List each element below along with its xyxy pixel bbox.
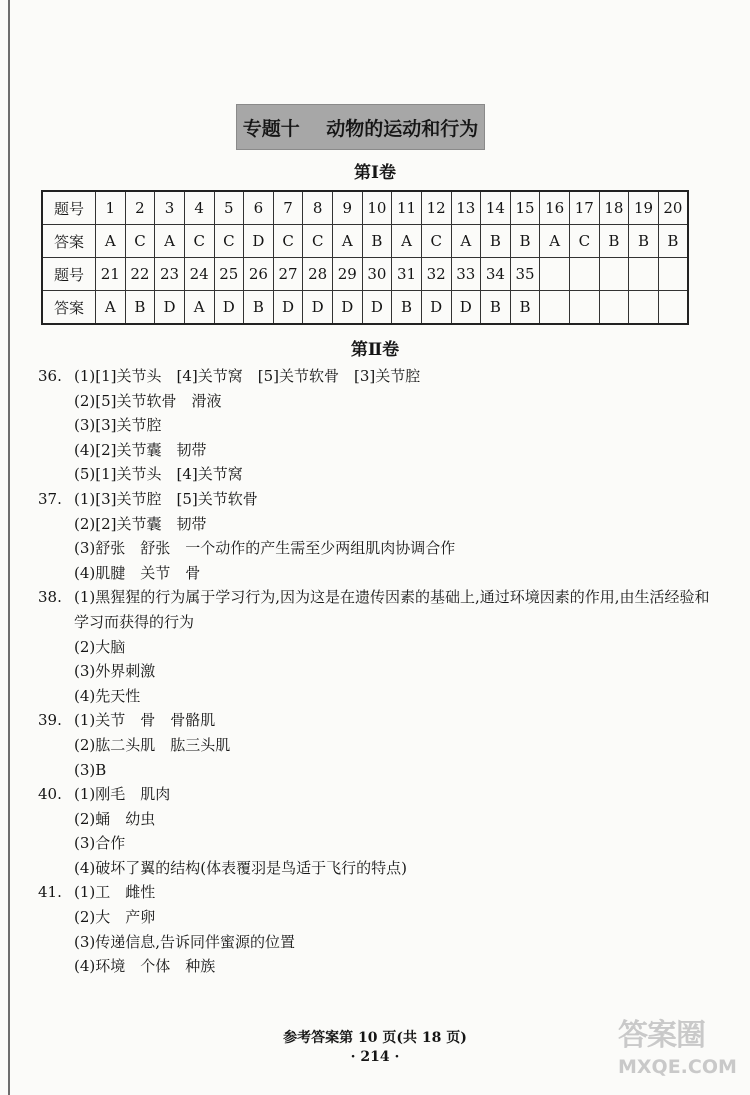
answer-cell: D (333, 291, 363, 325)
question-label-cell: 题号 (42, 191, 96, 225)
question-number-cell: 6 (244, 191, 274, 225)
answer-line (74, 659, 714, 684)
answer-text: (3)外界刺激 (74, 662, 156, 681)
question-number-cell: 20 (658, 191, 688, 225)
answer-line (74, 462, 714, 487)
answer-text: (4)[2]关节囊 韧带 (74, 440, 207, 459)
question-number-cell: 15 (510, 191, 540, 225)
answer-line (74, 389, 714, 414)
question-number-cell: 30 (362, 258, 392, 291)
answer-cell: C (184, 225, 214, 258)
answer-text: (2)大 产卵 (74, 908, 156, 927)
answer-text: (3)传递信息,告诉同伴蜜源的位置 (74, 932, 296, 951)
answer-cell (629, 291, 659, 325)
answer-text: (2)肱二头肌 肱三头肌 (74, 735, 231, 754)
answer-text: (1)[3]关节腔 [5]关节软骨 (74, 489, 258, 508)
answer-cell: A (155, 225, 185, 258)
question-number-cell: 16 (540, 191, 570, 225)
answer-line (74, 733, 714, 758)
question-number: 41. (38, 883, 62, 902)
answer-line (74, 536, 714, 561)
question-number-cell (570, 258, 600, 291)
topic-header (236, 104, 485, 150)
watermark-logo-text: 答案圈 (618, 1018, 705, 1053)
question-number-cell: 32 (421, 258, 451, 291)
question-number: 37. (38, 489, 62, 508)
answer-line (74, 831, 714, 856)
answer-text: (3)B (74, 760, 107, 779)
answer-text: (2)[5]关节软骨 滑液 (74, 391, 222, 410)
answer-line (74, 905, 714, 930)
question-number-cell: 9 (333, 191, 363, 225)
question-number-cell: 19 (629, 191, 659, 225)
topic-title: 动物的运动和行为 (326, 117, 479, 140)
answer-cell: D (421, 291, 451, 325)
answer-cell: B (481, 291, 511, 325)
answer-cell: B (362, 225, 392, 258)
question-number: 39. (38, 711, 62, 730)
question-number-cell: 25 (214, 258, 244, 291)
answer-text: (2)蛹 幼虫 (74, 809, 156, 828)
answer-cell: A (540, 225, 570, 258)
question-number-cell (540, 258, 570, 291)
question-label-cell: 题号 (42, 258, 96, 291)
question-number-cell: 29 (333, 258, 363, 291)
page-number: · 214 · (350, 1049, 400, 1065)
answer-cell: A (392, 225, 422, 258)
answer-text: (1)工 雌性 (74, 883, 156, 902)
watermark-logo (618, 1010, 746, 1090)
question-number-cell: 2 (125, 191, 155, 225)
answer-line (38, 487, 714, 512)
watermark-url: MXQE.COM (618, 1056, 737, 1078)
question-number-cell: 12 (421, 191, 451, 225)
answer-line (74, 807, 714, 832)
question-number-cell (629, 258, 659, 291)
answer-cell: A (451, 225, 481, 258)
answer-line (74, 856, 714, 881)
question-number-cell: 17 (570, 191, 600, 225)
question-number-cell: 7 (273, 191, 303, 225)
question-number-cell (658, 258, 688, 291)
answer-cell: B (599, 225, 629, 258)
answer-cell: D (362, 291, 392, 325)
answer-cell: C (273, 225, 303, 258)
answer-cell (599, 291, 629, 325)
question-number-cell: 31 (392, 258, 422, 291)
answer-line (74, 684, 714, 709)
answer-label-cell: 答案 (42, 291, 96, 325)
answer-line (74, 413, 714, 438)
answer-line (38, 782, 714, 807)
question-number-cell: 27 (273, 258, 303, 291)
answer-line (74, 930, 714, 955)
answer-text: (1)[1]关节头 [4]关节窝 [5]关节软骨 [3]关节腔 (74, 367, 421, 385)
answer-line (74, 635, 714, 660)
question-number-cell: 33 (451, 258, 481, 291)
answer-table (41, 190, 689, 325)
answer-cell: B (510, 291, 540, 325)
answer-line (38, 880, 714, 905)
answer-text: (2)大脑 (74, 637, 126, 656)
answer-cell: D (155, 291, 185, 325)
answer-cell: D (214, 291, 244, 325)
answer-row (42, 291, 688, 325)
question-number: 36. (38, 367, 62, 385)
answer-text: (3)[3]关节腔 (74, 416, 162, 435)
answer-cell: A (96, 291, 126, 325)
question-number-cell: 8 (303, 191, 333, 225)
question-number-cell: 14 (481, 191, 511, 225)
question-number-row (42, 258, 688, 291)
answer-cell: B (629, 225, 659, 258)
question-number-cell: 5 (214, 191, 244, 225)
answer-cell: A (96, 225, 126, 258)
answer-block (38, 487, 714, 585)
answer-cell: B (510, 225, 540, 258)
answer-cell: A (333, 225, 363, 258)
question-number-cell: 26 (244, 258, 274, 291)
question-number-cell: 21 (96, 258, 126, 291)
answer-cell: C (125, 225, 155, 258)
answer-line (38, 708, 714, 733)
answer-block (38, 782, 714, 880)
answer-cell: D (303, 291, 333, 325)
answer-cell: C (570, 225, 600, 258)
answer-cell: C (421, 225, 451, 258)
answer-line (74, 561, 714, 586)
question-number-cell: 24 (184, 258, 214, 291)
answer-list (38, 364, 714, 979)
question-number-cell: 11 (392, 191, 422, 225)
answer-text: (1)黑猩猩的行为属于学习行为,因为这是在遗传因素的基础上,通过环境因素的作用,由生活经验和学习而获得的行为 (74, 588, 710, 631)
question-number-cell: 23 (155, 258, 185, 291)
answer-row (42, 225, 688, 258)
question-number-cell: 1 (96, 191, 126, 225)
answer-line (74, 954, 714, 979)
answer-cell: B (125, 291, 155, 325)
question-number-cell: 13 (451, 191, 481, 225)
answer-cell: C (214, 225, 244, 258)
answer-cell: B (481, 225, 511, 258)
answer-cell: B (244, 291, 274, 325)
answer-cell: D (244, 225, 274, 258)
answer-text: (4)环境 个体 种族 (74, 957, 216, 976)
question-number-cell: 28 (303, 258, 333, 291)
answer-line (38, 585, 714, 634)
question-number-cell (599, 258, 629, 291)
answer-line (38, 364, 714, 389)
answer-cell: C (303, 225, 333, 258)
answer-text: (5)[1]关节头 [4]关节窝 (74, 465, 243, 484)
answer-text: (3)舒张 舒张 一个动作的产生需至少两组肌肉协调合作 (74, 539, 456, 558)
answer-cell (540, 291, 570, 325)
answer-text: (4)肌腱 关节 骨 (74, 563, 201, 582)
question-number-cell: 22 (125, 258, 155, 291)
answer-line (74, 758, 714, 783)
answer-cell: A (184, 291, 214, 325)
answer-block (38, 880, 714, 978)
question-number-cell: 10 (362, 191, 392, 225)
answer-line (74, 438, 714, 463)
answer-cell: D (273, 291, 303, 325)
answer-block (38, 708, 714, 782)
answer-label-cell: 答案 (42, 225, 96, 258)
answer-cell (570, 291, 600, 325)
topic-number: 专题十 (242, 117, 300, 140)
question-number-cell: 35 (510, 258, 540, 291)
answer-text: (4)破坏了翼的结构(体表覆羽是鸟适于飞行的特点) (74, 858, 407, 877)
answer-cell: B (392, 291, 422, 325)
footer-reference: 参考答案第 10 页(共 18 页) (283, 1030, 467, 1046)
answer-text: (3)合作 (74, 834, 126, 853)
question-number-cell: 4 (184, 191, 214, 225)
answer-text: (1)关节 骨 骨骼肌 (74, 711, 216, 730)
answer-text: (2)[2]关节囊 韧带 (74, 514, 207, 533)
answer-cell (658, 291, 688, 325)
answer-text: (1)刚毛 肌肉 (74, 785, 171, 804)
question-number: 40. (38, 785, 62, 804)
answer-block (38, 364, 714, 487)
answer-cell: B (658, 225, 688, 258)
question-number-row (42, 191, 688, 225)
answer-text: (4)先天性 (74, 686, 141, 705)
answer-line (74, 512, 714, 537)
volume-1-title: 第Ⅰ卷 (354, 163, 396, 183)
question-number-cell: 3 (155, 191, 185, 225)
volume-2-title: 第Ⅱ卷 (350, 340, 400, 360)
answer-cell: D (451, 291, 481, 325)
question-number-cell: 34 (481, 258, 511, 291)
question-number: 38. (38, 588, 62, 607)
question-number-cell: 18 (599, 191, 629, 225)
answer-block (38, 585, 714, 708)
